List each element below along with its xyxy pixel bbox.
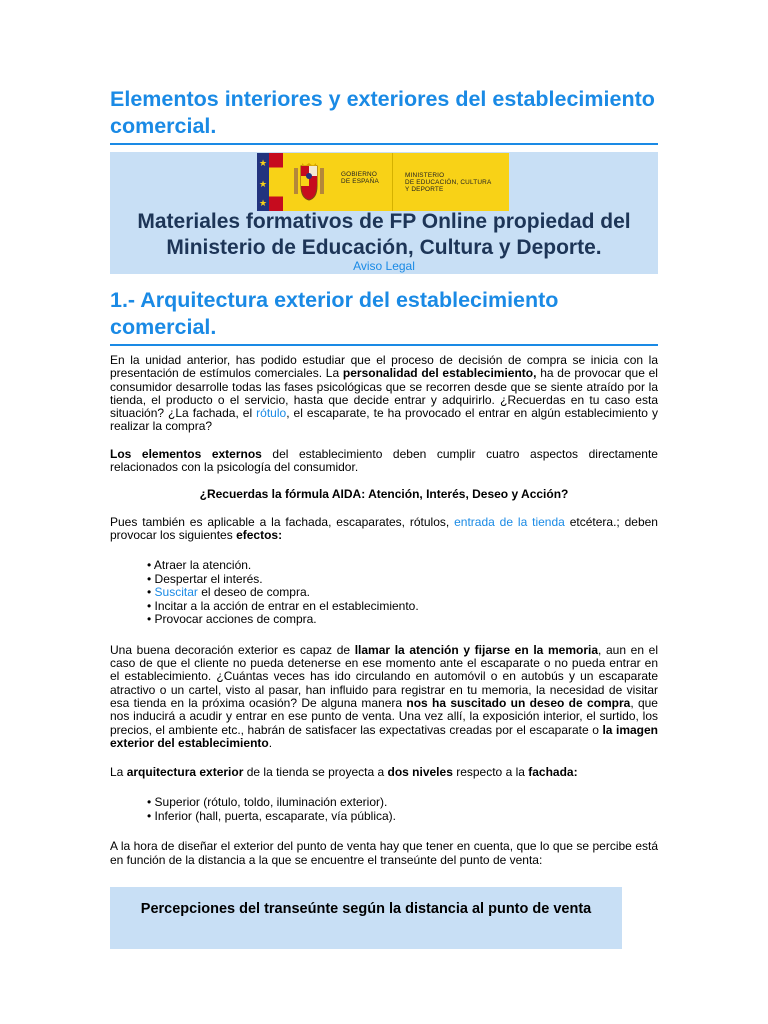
- legal-notice-link[interactable]: Aviso Legal: [353, 259, 415, 273]
- intro-paragraph: En la unidad anterior, has podido estudiar que el proceso de decisión de compra se inicia con la presentación de estímulos comerciales. La personalidad del establecimiento, ha de provocar que el consumidor desarrolle todas las fases psicológicas que se recorren desde que se siente atraído por la tienda, el producto o el servicio, hasta que decide entrar y adquirirlo. ¿Recuerdas en tu caso esta situación? ¿La fachada, el rótulo, el escaparate, te ha provocado el entrar en algún establecimiento y realizar la compra?: [110, 353, 658, 434]
- architecture-paragraph: La arquitectura exterior de la tienda se proyecta a dos niveles respecto a la fachada:: [110, 765, 578, 780]
- rotulo-link[interactable]: rótulo: [256, 406, 287, 421]
- list-item: • Incitar a la acción de entrar en el establecimiento.: [147, 600, 658, 614]
- ministry-logo-text: MINISTERIO DE EDUCACIÓN, CULTURA Y DEPORTE: [405, 172, 492, 193]
- banner-title: Materiales formativos de FP Online propiedad del Ministerio de Educación, Cultura y Deporte.: [137, 210, 631, 259]
- list-item: • Atraer la atención.: [147, 559, 658, 573]
- section-title: 1.- Arquitectura exterior del establecimiento comercial.: [110, 287, 658, 346]
- eu-flag-icon: ★ ★ ★: [257, 153, 269, 211]
- spain-flag-icon: [269, 153, 283, 211]
- document-page: [110, 86, 658, 949]
- list-item: • Inferior (hall, puerta, escaparate, vía pública).: [147, 810, 658, 824]
- coat-of-arms-icon: [292, 162, 326, 202]
- list-item: • Superior (rótulo, toldo, iluminación exterior).: [147, 796, 658, 810]
- decoration-paragraph: Una buena decoración exterior es capaz de llamar la atención y fijarse en la memoria, aun en el caso de que el cliente no pueda detenerse en ese momento ante el escaparate o no pueda entrar en el establecimiento. ¿Cuántas veces has ido circulando en automóvil o en autobús y un escaparate atractivo o un cartel, visto al pasar, han influido para registrar en tu memoria, la necesidad de visitar esa tienda en la próxima ocasión? De alguna manera nos ha suscitado un deseo de compra, que nos inducirá a acudir y entrar en ese punto de venta. Una vez allí, la exposición interior, el surtido, los precios, el ambiente etc., habrán de satisfacer las expectativas creadas por el escaparate o la imagen exterior del establecimiento.: [110, 642, 659, 750]
- government-logo-text: GOBIERNO DE ESPAÑA: [341, 171, 379, 185]
- perceptions-box: [110, 887, 622, 949]
- list-item: • Suscitar el deseo de compra.: [147, 586, 658, 600]
- suscitar-link[interactable]: Suscitar: [154, 585, 198, 600]
- aida-question: ¿Recuerdas la fórmula AIDA: Atención, Interés, Deseo y Acción?: [199, 487, 569, 502]
- perceptions-box-title: Percepciones del transeúnte según la distancia al punto de venta: [140, 901, 592, 918]
- page-title: Elementos interiores y exteriores del establecimiento comercial.: [110, 86, 658, 145]
- logo-divider: [392, 153, 393, 211]
- external-elements-paragraph: Los elementos externos del establecimiento deben cumplir cuatro aspectos directamente relacionados con la psicología del consumidor.: [110, 446, 658, 475]
- effects-list: [110, 559, 658, 627]
- government-logo: [257, 153, 509, 211]
- ministry-banner: [110, 152, 658, 274]
- levels-list: [110, 796, 658, 823]
- effects-paragraph: Pues también es aplicable a la fachada, escaparates, rótulos, entrada de la tienda etcétera.; deben provocar los siguientes efectos:: [110, 514, 658, 542]
- distance-paragraph: A la hora de diseñar el exterior del punto de venta hay que tener en cuenta, que lo que se percibe está en función de la distancia a la que se encuentre el transeúnte del punto de venta:: [110, 839, 658, 867]
- list-item: • Despertar el interés.: [147, 573, 658, 587]
- store-entrance-link[interactable]: entrada de la tienda: [454, 514, 565, 529]
- list-item: • Provocar acciones de compra.: [147, 613, 658, 627]
